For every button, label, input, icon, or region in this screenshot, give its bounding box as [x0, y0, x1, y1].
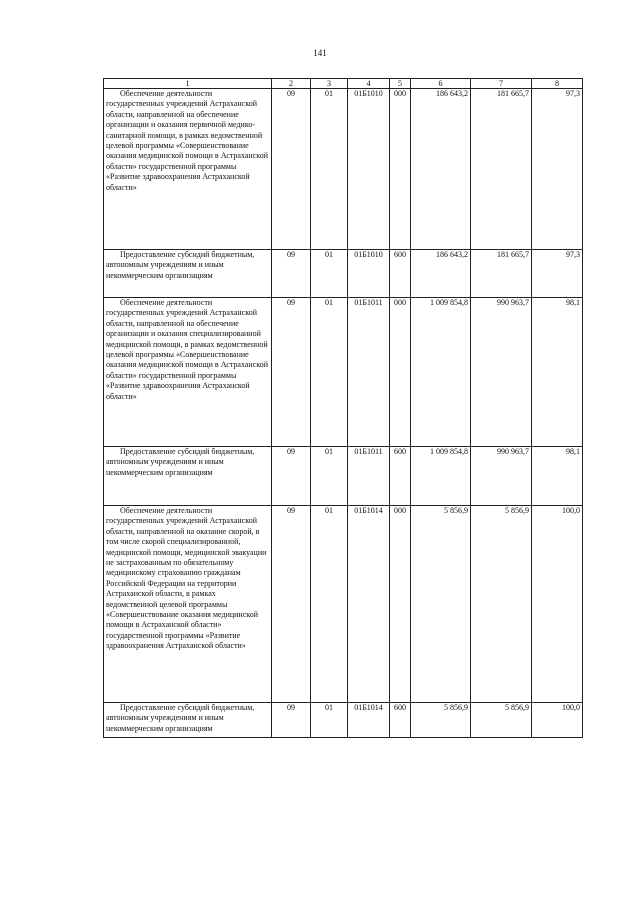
cell-percent: 98,1 [532, 447, 583, 506]
budget-table [103, 78, 583, 738]
col-header-6: 6 [411, 79, 471, 89]
cell-section: 09 [272, 250, 311, 298]
cell-subsection: 01 [311, 298, 348, 447]
cell-expense-type: 600 [390, 703, 411, 738]
cell-section: 09 [272, 298, 311, 447]
table-row [104, 298, 583, 447]
col-header-5: 5 [390, 79, 411, 89]
cell-expense-type: 000 [390, 89, 411, 250]
page-number: 141 [313, 48, 327, 58]
cell-section: 09 [272, 506, 311, 703]
cell-percent: 97,3 [532, 89, 583, 250]
cell-expense-type: 600 [390, 250, 411, 298]
cell-expense-type: 000 [390, 506, 411, 703]
cell-plan: 186 643,2 [411, 89, 471, 250]
cell-plan: 5 856,9 [411, 506, 471, 703]
cell-plan: 1 009 854,8 [411, 447, 471, 506]
cell-percent: 97,3 [532, 250, 583, 298]
cell-section: 09 [272, 89, 311, 250]
cell-subsection: 01 [311, 506, 348, 703]
row-description: Обеспечение деятельности государственных учреждений Астраханской области, направленной на оказание скорой, в том числе скорой специализированной, медицинской помощи, медицинской эвакуации не застрахованным по обязательному медицинскому страхованию гражданам Российской Федерации на территории Астраханской области, в рамках ведомственной целевой программы «Совершенствование оказания медицинской помощи в Астраханской области» государственной программы «Развитие здравоохранения Астраханской области» [104, 506, 272, 703]
cell-subsection: 01 [311, 703, 348, 738]
cell-target-article: 01Б1011 [348, 298, 390, 447]
cell-actual: 181 665,7 [471, 89, 532, 250]
cell-subsection: 01 [311, 447, 348, 506]
cell-section: 09 [272, 447, 311, 506]
col-header-1: 1 [104, 79, 272, 89]
table-row [104, 250, 583, 298]
cell-plan: 5 856,9 [411, 703, 471, 738]
col-header-2: 2 [272, 79, 311, 89]
table-row [104, 506, 583, 703]
table-row [104, 703, 583, 738]
cell-actual: 990 963,7 [471, 447, 532, 506]
cell-expense-type: 600 [390, 447, 411, 506]
col-header-8: 8 [532, 79, 583, 89]
header-row [104, 79, 583, 89]
col-header-4: 4 [348, 79, 390, 89]
table-row [104, 89, 583, 250]
cell-percent: 100,0 [532, 703, 583, 738]
row-description: Предоставление субсидий бюджетным, автономным учреждениям и иным некоммерческим организациям [104, 703, 272, 738]
cell-target-article: 01Б1010 [348, 89, 390, 250]
cell-subsection: 01 [311, 89, 348, 250]
row-description: Предоставление субсидий бюджетным, автономным учреждениям и иным некоммерческим организациям [104, 447, 272, 506]
cell-subsection: 01 [311, 250, 348, 298]
cell-target-article: 01Б1014 [348, 506, 390, 703]
row-description: Обеспечение деятельности государственных учреждений Астраханской области, направленной на обеспечение организации и оказания специализированной медицинской помощи, в рамках ведомственной целевой программы «Совершенствование оказания медицинской помощи в Астраханской области» государственной программы «Развитие здравоохранения Астраханской области» [104, 298, 272, 447]
cell-percent: 100,0 [532, 506, 583, 703]
cell-actual: 181 665,7 [471, 250, 532, 298]
cell-target-article: 01Б1014 [348, 703, 390, 738]
col-header-7: 7 [471, 79, 532, 89]
col-header-3: 3 [311, 79, 348, 89]
cell-plan: 186 643,2 [411, 250, 471, 298]
cell-expense-type: 000 [390, 298, 411, 447]
cell-percent: 98,1 [532, 298, 583, 447]
cell-plan: 1 009 854,8 [411, 298, 471, 447]
cell-target-article: 01Б1011 [348, 447, 390, 506]
cell-actual: 5 856,9 [471, 703, 532, 738]
cell-actual: 5 856,9 [471, 506, 532, 703]
row-description: Предоставление субсидий бюджетным, автономным учреждениям и иным некоммерческим организациям [104, 250, 272, 298]
cell-section: 09 [272, 703, 311, 738]
table-row [104, 447, 583, 506]
cell-actual: 990 963,7 [471, 298, 532, 447]
cell-target-article: 01Б1010 [348, 250, 390, 298]
row-description: Обеспечение деятельности государственных учреждений Астраханской области, направленной на обеспечение организации и оказания первичной медико-санитарной помощи, в рамках ведомственной целевой программы «Совершенствование оказания медицинской помощи в Астраханской области» государственной программы «Развитие здравоохранения Астраханской области» [104, 89, 272, 250]
